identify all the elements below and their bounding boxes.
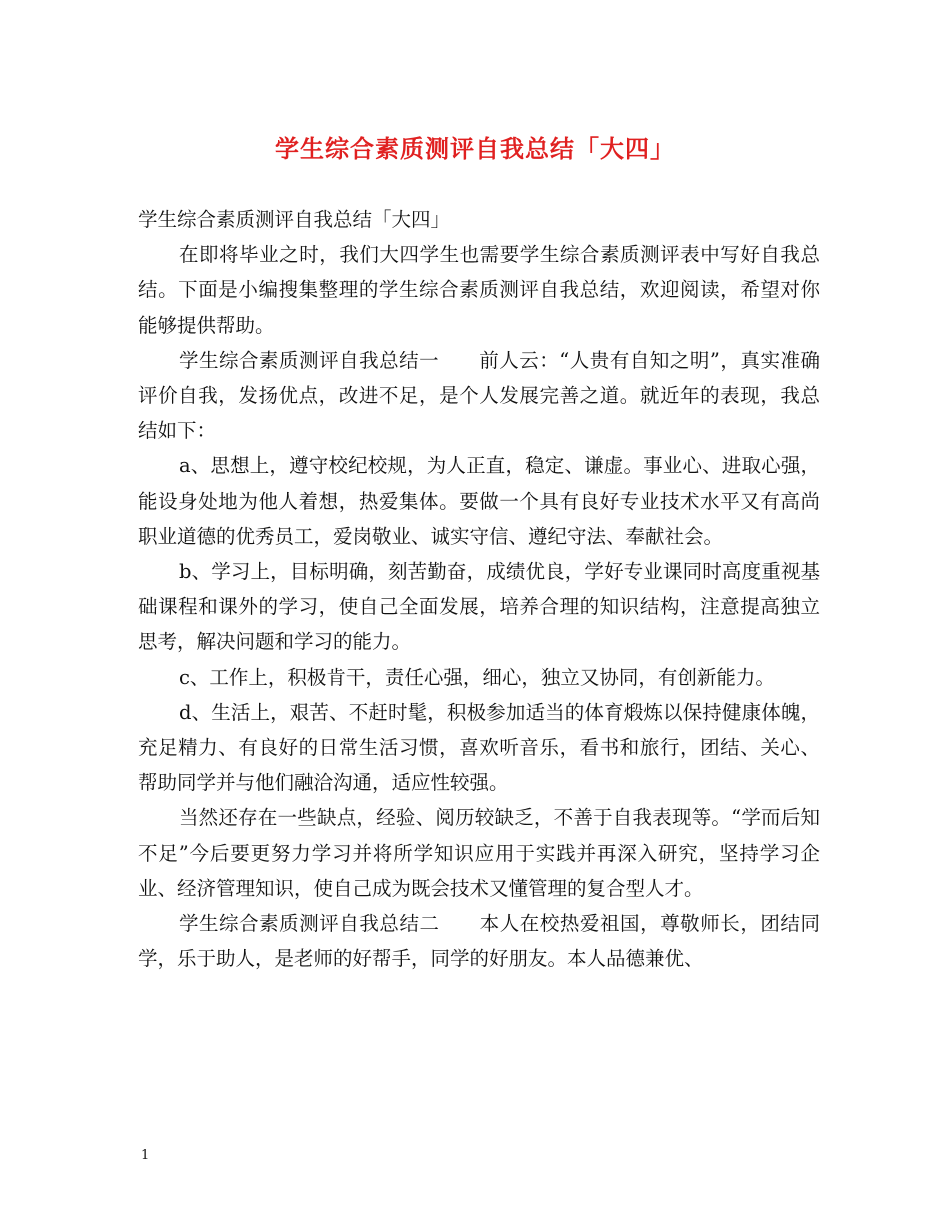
body-heading: 学生综合素质测评自我总结「大四」 xyxy=(138,208,451,231)
paragraph-life: d、生活上，艰苦、不赶时髦，积极参加适当的体育煅炼以保持健康体魄，充足精力、有良好的日常生活习惯，喜欢听音乐，看书和旅行，团结、关心、帮助同学并与他们融洽沟通，适应性较强。 xyxy=(138,700,820,795)
page-number: 1 xyxy=(141,1148,150,1163)
document-body xyxy=(138,202,820,976)
paragraph-summary-one: 学生综合素质测评自我总结一 前人云：“人贵有自知之明”，真实准确评价自我，发扬优点，改进不足，是个人发展完善之道。就近年的表现，我总结如下： xyxy=(138,348,820,443)
paragraph-work: c、工作上，积极肯干，责任心强，细心，独立又协同，有创新能力。 xyxy=(178,665,775,689)
paragraph-shortcomings: 当然还存在一些缺点，经验、阅历较缺乏，不善于自我表现等。“学而后知不足”今后要更努力学习并将所学知识应用于实践并再深入研究，坚持学习企业、经济管理知识，使自己成为既会技术又懂管理的复合型人才。 xyxy=(138,806,820,900)
paragraph-intro: 在即将毕业之时，我们大四学生也需要学生综合素质测评表中写好自我总结。下面是小编搜集整理的学生综合素质测评自我总结，欢迎阅读，希望对你能够提供帮助。 xyxy=(138,243,820,337)
paragraph-ideology: a、思想上，遵守校纪校规，为人正直，稳定、谦虚。事业心、进取心强，能设身处地为他人着想，热爱集体。要做一个具有良好专业技术水平又有高尚职业道德的优秀员工，爱岗敬业、诚实守信、遵纪守法、奉献社会。 xyxy=(138,454,820,548)
paragraph-summary-two: 学生综合素质测评自我总结二 本人在校热爱祖国，尊敬师长，团结同学，乐于助人，是老师的好帮手，同学的好朋友。本人品德兼优、 xyxy=(138,912,820,971)
paragraph-study: b、学习上，目标明确，刻苦勤奋，成绩优良，学好专业课同时高度重视基础课程和课外的学习，使自己全面发展，培养合理的知识结构，注意提高独立思考，解决问题和学习的能力。 xyxy=(138,560,820,654)
document-title: 学生综合素质测评自我总结「大四」 xyxy=(275,135,675,163)
